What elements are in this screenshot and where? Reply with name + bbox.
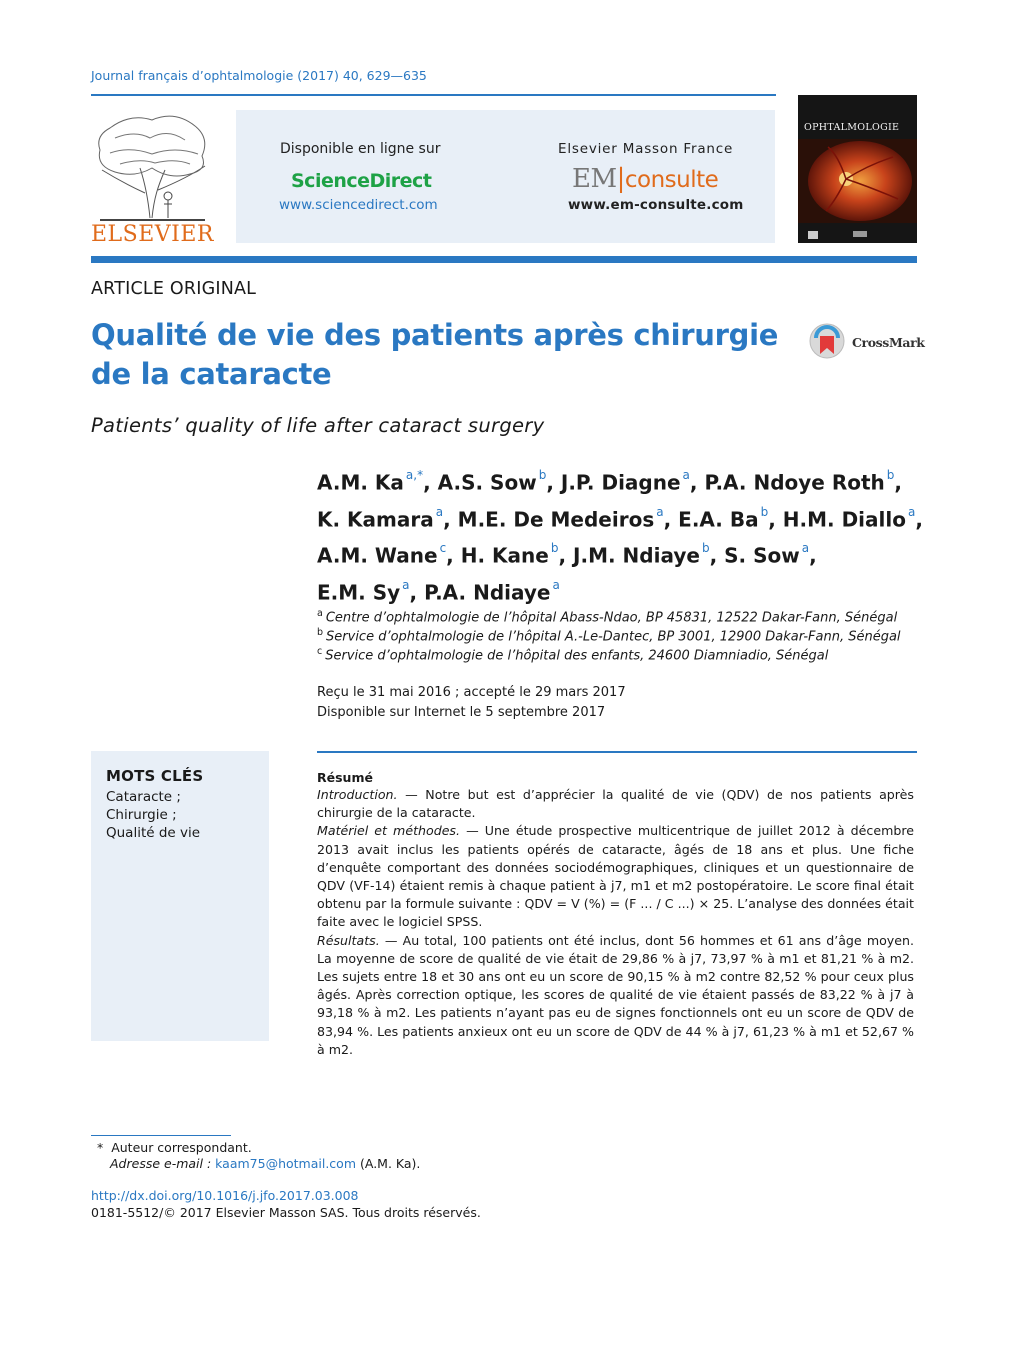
author-name[interactable]: S. Sow [724, 543, 800, 568]
footnote-text: Auteur correspondant. [111, 1140, 252, 1155]
email-note [110, 1156, 420, 1171]
header-divider [91, 256, 917, 263]
affiliation-mark[interactable]: a [435, 504, 444, 519]
author-list [317, 462, 937, 609]
affiliation-mark[interactable]: a [907, 504, 916, 519]
author-line [317, 462, 937, 499]
available-online-label: Disponible en ligne sur [280, 141, 441, 157]
email-label: Adresse e-mail : [110, 1156, 216, 1171]
author-separator: , [558, 543, 574, 568]
journal-cover-art [798, 95, 917, 243]
author-separator: , [894, 470, 902, 495]
author-separator: , [809, 543, 817, 568]
title-line-2: de la cataracte [91, 357, 332, 391]
author-name[interactable]: A.S. Sow [437, 470, 537, 495]
affiliation-c [317, 646, 828, 663]
abstract-divider [317, 751, 917, 753]
abstract-results [317, 932, 914, 1059]
keywords-heading: MOTS CLÉS [106, 767, 204, 785]
affiliation-letter: c [317, 646, 323, 657]
affiliation-letter: a [317, 608, 323, 619]
top-divider [91, 94, 776, 96]
affiliation-mark[interactable]: b [760, 504, 769, 519]
online-date: Disponible sur Internet le 5 septembre 2017 [317, 705, 606, 720]
affiliation-mark[interactable]: b [538, 468, 547, 482]
affiliation-mark[interactable]: b [550, 541, 559, 556]
emconsulte-link[interactable]: www.em-consulte.com [568, 197, 744, 213]
english-title: Patients’ quality of life after cataract surgery [91, 414, 545, 437]
doi-link[interactable]: http://dx.doi.org/10.1016/j.jfo.2017.03.008 [91, 1188, 359, 1203]
affiliation-mark[interactable]: a [801, 541, 810, 556]
emconsulte-consulte: consulte [624, 167, 719, 193]
author-separator: , [663, 507, 679, 532]
author-name[interactable]: A.M. Wane [317, 543, 438, 568]
author-name[interactable]: J.P. Diagne [560, 470, 681, 495]
author-separator: , [409, 580, 425, 605]
author-line [317, 572, 937, 609]
copyright-notice: 0181-5512/© 2017 Elsevier Masson SAS. Tous droits réservés. [91, 1205, 481, 1220]
journal-cover-image [798, 95, 917, 243]
section-label: Résultats. [317, 932, 380, 948]
title-line-1: Qualité de vie des patients après chirurgie [91, 318, 779, 352]
author-separator: , [423, 470, 438, 495]
author-name[interactable]: H.M. Diallo [782, 507, 906, 532]
journal-reference[interactable]: Journal français d’ophtalmologie (2017) 40, 629—635 [91, 68, 427, 83]
cover-title: OPHTALMOLOGIE [804, 122, 900, 133]
crossmark-label[interactable]: CrossMark [852, 335, 925, 350]
affiliation-mark[interactable]: a [656, 504, 664, 519]
affiliation-mark[interactable]: a [682, 468, 690, 482]
affiliation-mark[interactable]: c [439, 541, 447, 556]
article-title [91, 316, 791, 394]
keyword-item: Chirurgie ; [106, 807, 177, 823]
section-text: — Notre but est d’apprécier la qualité de vie (QDV) de nos patients après chirurgie de la cataracte. [317, 787, 914, 821]
affiliation-mark[interactable]: b [886, 468, 895, 482]
author-name[interactable]: E.A. Ba [678, 507, 759, 532]
abstract-introduction [317, 786, 914, 822]
received-accepted-dates: Reçu le 31 mai 2016 ; accepté le 29 mars 2017 [317, 685, 626, 700]
section-text: — Au total, 100 patients ont été inclus, dont 56 hommes et 61 ans d’âge moyen. La moyenne de score de qualité de vie était de 29,86 % à j7, 73,97 % à m1 et 81,21 % à m2. Les sujets entre 18 et 30 ans ont eu un score de 90,15 % à m2 contre 82,52 % pour ceux plus âgés. Après correction optique, les scores de qualité de vie étaient passés de 83,22 % à j7 à 93,18 % à m2. Les patients n’ayant pas eu de signes fonctionnels ont eu un score de QDV de 83,94 %. Les patients anxieux ont eu un score de QDV de 44 % à j7, 61,23 % à m1 et 52,67 % à m2. [317, 932, 914, 1057]
affiliation-a [317, 608, 897, 625]
keyword-item: Qualité de vie [106, 825, 201, 841]
footnote-star: * [97, 1140, 104, 1155]
author-separator: , [709, 543, 725, 568]
author-line [317, 499, 937, 536]
author-separator: , [768, 507, 783, 532]
section-label: Matériel et méthodes. [317, 823, 461, 839]
sciencedirect-link[interactable]: www.sciencedirect.com [279, 197, 438, 213]
author-name[interactable]: A.M. Ka [317, 470, 404, 495]
author-separator: , [443, 507, 458, 532]
author-separator: , [446, 543, 461, 568]
emconsulte-logo[interactable]: EM|consulte [572, 164, 719, 194]
section-text: — Une étude prospective multicentrique de juillet 2012 à décembre 2013 avait inclus les patients opérés de cataracte, âgés de 18 ans et plus. Une fiche d’enquête comportant des données sociodémographiques, cliniques et un questionnaire de QDV (VF-14) étaient remis à chaque patient à j7, m1 et m2 postopératoire. Le score final était obtenu par la formule suivante : QDV = V (%) = (F ... / C ...) × 25. L’analyse des données était faite avec le logiciel SPSS. [317, 823, 914, 930]
author-name[interactable]: P.A. Ndiaye [424, 580, 551, 605]
affiliation-mark[interactable]: a,* [405, 468, 424, 482]
article-type: ARTICLE ORIGINAL [91, 279, 257, 299]
footnote-divider [91, 1135, 231, 1136]
author-separator: , [546, 470, 561, 495]
sciencedirect-logo[interactable]: ScienceDirect [291, 170, 432, 192]
affiliation-b [317, 627, 901, 644]
author-name[interactable]: J.M. Ndiaye [573, 543, 700, 568]
emconsulte-em: EM [572, 164, 617, 194]
publisher-name: Elsevier Masson France [558, 141, 734, 157]
author-name[interactable]: E.M. Sy [317, 580, 401, 605]
keyword-item: Cataracte ; [106, 789, 181, 805]
author-name[interactable]: M.E. De Medeiros [457, 507, 655, 532]
author-line [317, 535, 937, 572]
author-name[interactable]: P.A. Ndoye Roth [704, 470, 885, 495]
elsevier-wordmark: ELSEVIER [90, 222, 214, 247]
abstract-methods [317, 822, 914, 931]
section-label: Introduction. [317, 787, 398, 802]
affiliation-mark[interactable]: b [701, 541, 710, 556]
affiliation-text: Service d’ophtalmologie de l’hôpital des enfants, 24600 Diamniadio, Sénégal [325, 648, 829, 664]
affiliation-letter: b [317, 627, 324, 638]
email-suffix: (A.M. Ka). [356, 1156, 421, 1171]
author-name[interactable]: K. Kamara [317, 507, 434, 532]
author-separator: , [915, 507, 923, 532]
affiliation-mark[interactable]: a [402, 577, 410, 592]
affiliation-text: Service d’ophtalmologie de l’hôpital A.-Le-Dantec, BP 3001, 12900 Dakar-Fann, Sénégal [326, 629, 901, 645]
corresponding-author-note [97, 1140, 252, 1155]
author-separator: , [689, 470, 705, 495]
affiliation-mark[interactable]: a [552, 577, 560, 592]
affiliation-text: Centre d’ophtalmologie de l’hôpital Abass-Ndao, BP 45831, 12522 Dakar-Fann, Sénégal [325, 610, 898, 626]
author-name[interactable]: H. Kane [460, 543, 549, 568]
abstract-body [317, 786, 914, 1059]
email-link[interactable]: kaam75@hotmail.com [215, 1156, 357, 1171]
abstract-heading: Résumé [317, 770, 373, 785]
